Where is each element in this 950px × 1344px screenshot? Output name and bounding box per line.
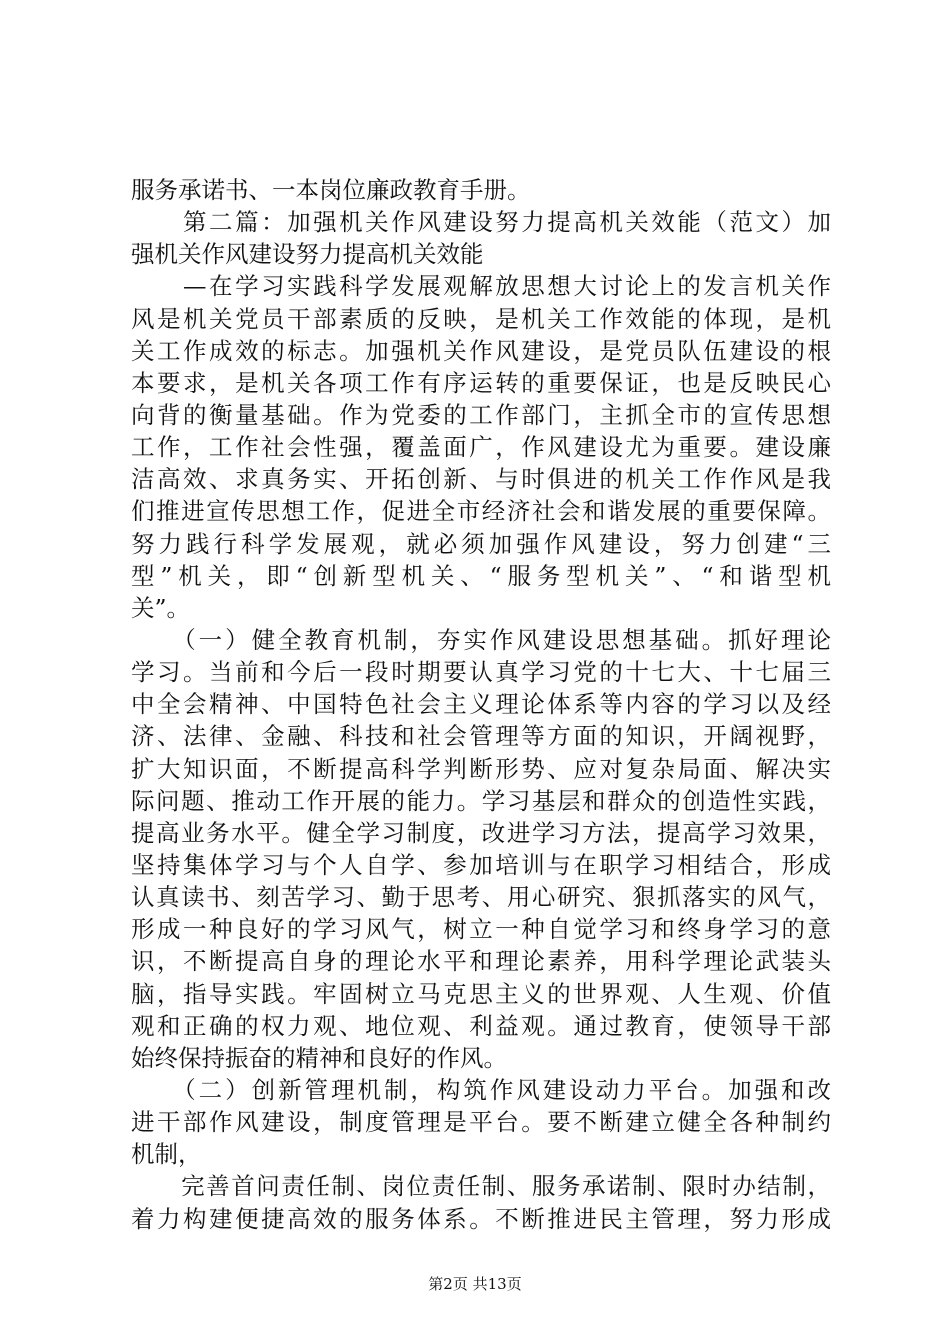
text-line: （一）健全教育机制，夯实作风建设思想基础。抓好理论 [131,625,831,654]
text-line: 向背的衡量基础。作为党委的工作部门，主抓全市的宣传思想 [131,400,831,429]
text-line: 观和正确的权力观、地位观、利益观。通过教育，使领导干部 [131,1011,831,1040]
page-footer: 第2页 共13页 [428,1275,522,1293]
text-line: 完善首问责任制、岗位责任制、服务承诺制、限时办结制， [131,1172,831,1201]
text-line: 第二篇：加强机关作风建设努力提高机关效能（范文）加 [131,208,831,237]
text-line: 强机关作风建设努力提高机关效能 [131,240,484,269]
text-line: 关”。 [131,593,191,622]
text-line: （二）创新管理机制，构筑作风建设动力平台。加强和改 [131,1075,831,1104]
text-line: 中全会精神、中国特色社会主义理论体系等内容的学习以及经 [131,690,831,719]
text-line: 风是机关党员干部素质的反映，是机关工作效能的体现，是机 [131,304,831,333]
text-line: 机制， [131,1140,202,1169]
text-line: 济、法律、金融、科技和社会管理等方面的知识，开阔视野， [131,722,831,751]
text-line: 努力践行科学发展观，就必须加强作风建设，努力创建“三 [131,529,831,558]
text-line: 着力构建便捷高效的服务体系。不断推进民主管理，努力形成 [131,1204,831,1233]
text-line: 扩大知识面，不断提高科学判断形势、应对复杂局面、解决实 [131,754,831,783]
text-line: 型”机关，即“创新型机关、“服务型机关”、“和谐型机 [131,561,831,590]
text-line: 际问题、推动工作开展的能力。学习基层和群众的创造性实践， [131,786,831,815]
text-line: 提高业务水平。健全学习制度，改进学习方法，提高学习效果， [131,818,831,847]
text-line: 洁高效、求真务实、开拓创新、与时俱进的机关工作作风是我 [131,465,831,494]
text-line: 始终保持振奋的精神和良好的作风。 [131,1043,507,1072]
text-line: 服务承诺书、一本岗位廉政教育手册。 [131,176,531,204]
text-line: 形成一种良好的学习风气，树立一种自觉学习和终身学习的意 [131,915,831,944]
text-line: 识，不断提高自身的理论水平和理论素养，用科学理论武装头 [131,947,831,976]
text-line: 进干部作风建设，制度管理是平台。要不断建立健全各种制约 [131,1108,831,1137]
text-line: 坚持集体学习与个人自学、参加培训与在职学习相结合，形成 [131,850,831,879]
text-line: 脑，指导实践。牢固树立马克思主义的世界观、人生观、价值 [131,979,831,1008]
text-line: 学习。当前和今后一段时期要认真学习党的十七大、十七届三 [131,658,831,687]
document-body [131,174,831,1235]
text-line: 工作，工作社会性强，覆盖面广，作风建设尤为重要。建设廉 [131,433,831,462]
text-line: 本要求，是机关各项工作有序运转的重要保证，也是反映民心 [131,368,831,397]
text-line: 们推进宣传思想工作，促进全市经济社会和谐发展的重要保障。 [131,497,831,526]
text-line: 认真读书、刻苦学习、勤于思考、用心研究、狠抓落实的风气， [131,883,831,912]
text-line: —在学习实践科学发展观解放思想大讨论上的发言机关作 [131,272,831,301]
text-line: 关工作成效的标志。加强机关作风建设，是党员队伍建设的根 [131,336,831,365]
